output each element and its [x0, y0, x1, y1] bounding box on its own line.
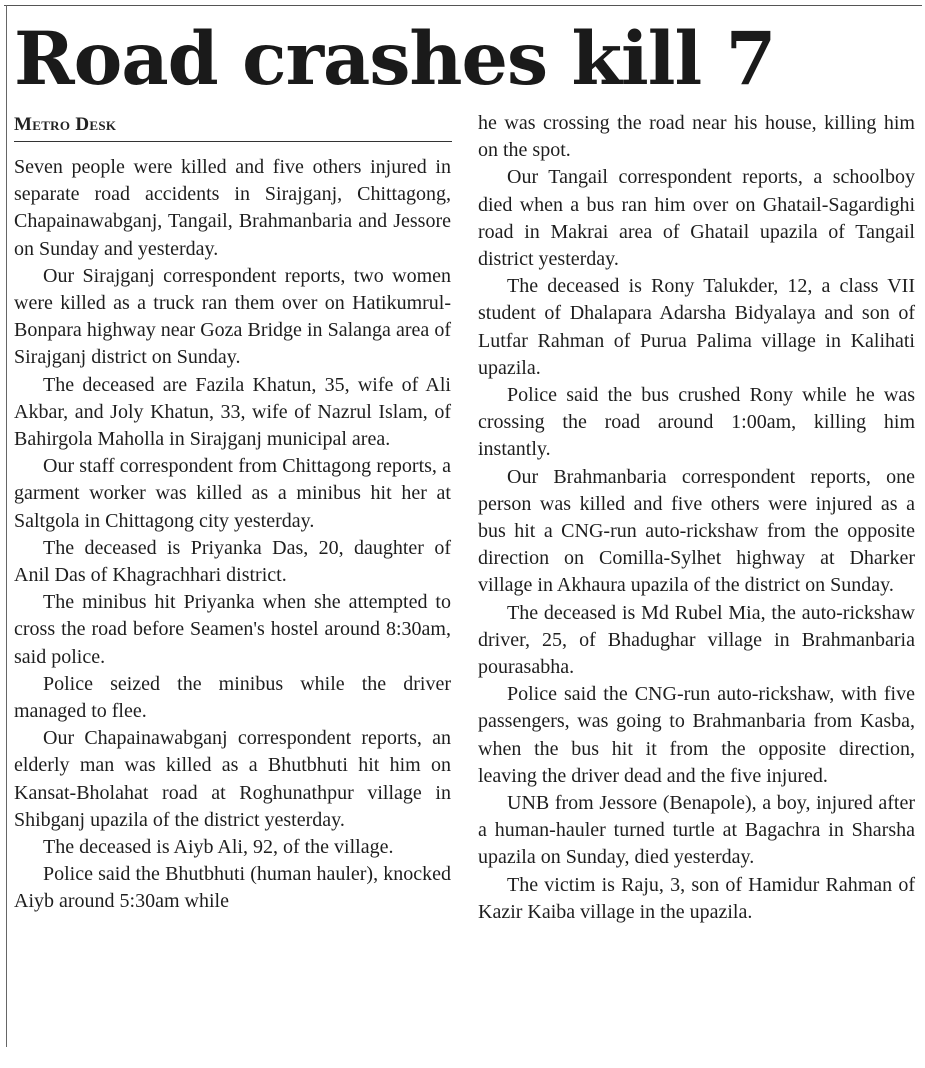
- paragraph: Police said the CNG-run auto-rickshaw, with five passengers, was going to Brahmanbaria from Kasba, when the bus hit it from the opposite direction, leaving the driver dead and the five injured.: [478, 683, 915, 787]
- paragraph: The victim is Raju, 3, son of Hamidur Rahman of Kazir Kaiba village in the upazila.: [478, 873, 915, 923]
- top-rule: [4, 5, 922, 6]
- paragraph: Our Brahmanbaria correspondent reports, one person was killed and five others were injured as a bus hit a CNG-run auto-rickshaw from the opposite direction on Comilla-Sylhet highway at Dharker village in Akhaura upazila of the district on Sunday.: [478, 465, 915, 597]
- right-column: [478, 110, 915, 1054]
- paragraph: The deceased is Priyanka Das, 20, daughter of Anil Das of Khagrachhari district.: [14, 536, 451, 587]
- paragraph: Our Tangail correspondent reports, a schoolboy died when a bus ran him over on Ghatail-Sagardighi road in Makrai area of Ghatail upazila of Tangail district yesterday.: [478, 166, 915, 271]
- paragraph: The deceased are Fazila Khatun, 35, wife of Ali Akbar, and Joly Khatun, 33, wife of Nazrul Islam, of Bahirgola Maholla in Sirajganj municipal area.: [14, 373, 451, 451]
- left-column: [14, 154, 451, 1054]
- paragraph: The deceased is Md Rubel Mia, the auto-rickshaw driver, 25, of Bhadughar village in Brahmanbaria pourasabha.: [478, 601, 915, 679]
- paragraph: The deceased is Rony Talukder, 12, a class VII student of Dhalapara Adarsha Bidyalaya and son of Lutfar Rahman of Purua Palima village in Kalihati upazila.: [478, 275, 915, 379]
- paragraph: Police said the bus crushed Rony while he was crossing the road around 1:00am, killing him instantly.: [478, 384, 915, 461]
- paragraph-continuation: he was crossing the road near his house, killing him on the spot.: [478, 112, 915, 162]
- left-rule: [6, 5, 7, 1047]
- byline: Metro Desk: [14, 114, 117, 135]
- paragraph: Our Chapainawabganj correspondent reports, an elderly man was killed as a Bhutbhuti hit him on Kansat-Bholahat road at Roghunathpur village in Shibganj upazila of the district yesterday.: [14, 727, 451, 831]
- paragraph-lead: Seven people were killed and five others injured in separate road accidents in Sirajganj, Chittagong, Chapainawabganj, Tangail, Brahmanbaria and Jessore on Sunday and yesterday.: [14, 156, 451, 260]
- paragraph: Our Sirajganj correspondent reports, two women were killed as a truck ran them over on Hatikumrul-Bonpara highway near Goza Bridge in Salanga area of Sirajganj district on Sunday.: [14, 264, 451, 369]
- byline-rule: [14, 141, 452, 142]
- paragraph: The deceased is Aiyb Ali, 92, of the village.: [43, 836, 394, 859]
- headline: Road crashes kill 7: [14, 16, 776, 102]
- paragraph: UNB from Jessore (Benapole), a boy, injured after a human-hauler turned turtle at Bagachra in Sharsha upazila on Sunday, died yesterday.: [478, 792, 915, 869]
- paragraph: Police seized the minibus while the driver managed to flee.: [14, 672, 451, 723]
- paragraph: Police said the Bhutbhuti (human hauler), knocked Aiyb around 5:30am while: [14, 863, 451, 913]
- paragraph: The minibus hit Priyanka when she attempted to cross the road before Seamen's hostel around 8:30am, said police.: [14, 591, 451, 668]
- paragraph: Our staff correspondent from Chittagong reports, a garment worker was killed as a minibus hit her at Saltgola in Chittagong city yesterday.: [14, 455, 451, 532]
